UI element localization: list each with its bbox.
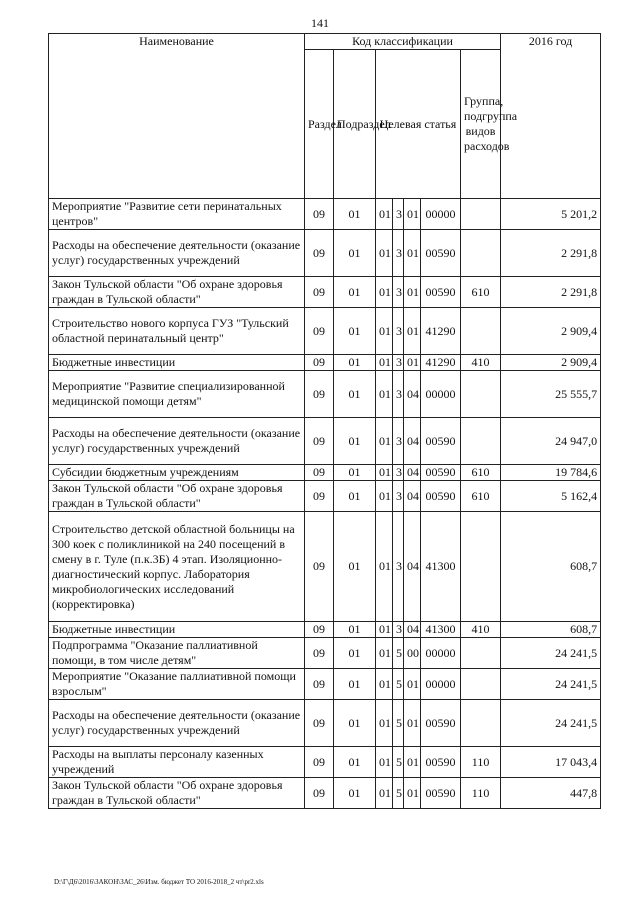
row-podrazdel: 01 [334, 622, 376, 638]
row-target-4: 00590 [421, 418, 461, 465]
row-podrazdel: 01 [334, 230, 376, 277]
row-amount: 447,8 [501, 778, 601, 809]
row-target-2: 3 [393, 230, 404, 277]
row-razdel: 09 [305, 277, 334, 308]
row-target-4: 00590 [421, 230, 461, 277]
row-target-4: 00590 [421, 700, 461, 747]
row-target-4: 00590 [421, 778, 461, 809]
table-row [49, 465, 601, 481]
row-name: Подпрограмма "Оказание паллиативной помощи, в том числе детям" [49, 638, 305, 669]
row-amount: 608,7 [501, 622, 601, 638]
row-target-4: 00590 [421, 481, 461, 512]
row-target-4: 00000 [421, 371, 461, 418]
row-target-4: 00590 [421, 747, 461, 778]
row-amount: 2 909,4 [501, 355, 601, 371]
row-expense-group: 110 [461, 778, 501, 809]
row-expense-group: 610 [461, 481, 501, 512]
row-amount: 19 784,6 [501, 465, 601, 481]
row-razdel: 09 [305, 747, 334, 778]
row-target-1: 01 [376, 230, 393, 277]
row-target-3: 04 [404, 481, 421, 512]
row-expense-group [461, 418, 501, 465]
row-podrazdel: 01 [334, 465, 376, 481]
row-target-1: 01 [376, 747, 393, 778]
header-razdel: Раздел [305, 50, 334, 199]
row-name: Расходы на выплаты персоналу казенных учреждений [49, 747, 305, 778]
row-target-4: 41290 [421, 355, 461, 371]
row-amount: 2 291,8 [501, 277, 601, 308]
row-name: Строительство детской областной больницы на 300 коек с поликлиникой на 240 посещений в смену в г. Туле (п.к.3Б) 4 этап. Изоляционно-диагностический корпус. Лаборатория микробиологических исследований (корректировка) [49, 512, 305, 622]
row-name: Мероприятие "Оказание паллиативной помощи взрослым" [49, 669, 305, 700]
row-expense-group: 610 [461, 277, 501, 308]
row-target-3: 01 [404, 778, 421, 809]
row-target-4: 41290 [421, 308, 461, 355]
table-row [49, 669, 601, 700]
row-target-3: 01 [404, 700, 421, 747]
table-row [49, 481, 601, 512]
row-target-3: 01 [404, 230, 421, 277]
header-year: 2016 год [501, 34, 601, 199]
table-body [49, 199, 601, 809]
row-razdel: 09 [305, 308, 334, 355]
row-target-4: 00590 [421, 465, 461, 481]
table-row [49, 622, 601, 638]
row-expense-group: 410 [461, 622, 501, 638]
header-name: Наименование [49, 34, 305, 199]
table-row [49, 512, 601, 622]
row-target-3: 04 [404, 418, 421, 465]
row-podrazdel: 01 [334, 747, 376, 778]
row-podrazdel: 01 [334, 371, 376, 418]
table-row [49, 371, 601, 418]
row-name: Бюджетные инвестиции [49, 355, 305, 371]
row-podrazdel: 01 [334, 418, 376, 465]
row-target-2: 5 [393, 638, 404, 669]
row-target-1: 01 [376, 355, 393, 371]
row-amount: 24 947,0 [501, 418, 601, 465]
row-amount: 2 291,8 [501, 230, 601, 277]
header-target-article: Целевая статья [376, 50, 461, 199]
row-target-2: 3 [393, 512, 404, 622]
row-target-1: 01 [376, 465, 393, 481]
row-target-4: 00590 [421, 277, 461, 308]
table-row [49, 747, 601, 778]
row-podrazdel: 01 [334, 778, 376, 809]
row-amount: 24 241,5 [501, 638, 601, 669]
row-target-2: 5 [393, 747, 404, 778]
row-target-1: 01 [376, 481, 393, 512]
row-razdel: 09 [305, 355, 334, 371]
row-name: Строительство нового корпуса ГУЗ "Тульский областной перинатальный центр" [49, 308, 305, 355]
row-podrazdel: 01 [334, 700, 376, 747]
row-target-2: 3 [393, 355, 404, 371]
row-name: Бюджетные инвестиции [49, 622, 305, 638]
table-row [49, 355, 601, 371]
row-expense-group [461, 230, 501, 277]
row-name: Закон Тульской области "Об охране здоровья граждан в Тульской области" [49, 778, 305, 809]
row-name: Мероприятие "Развитие сети перинатальных центров" [49, 199, 305, 230]
header-classification: Код классификации [305, 34, 501, 50]
row-target-3: 04 [404, 465, 421, 481]
row-target-4: 41300 [421, 512, 461, 622]
row-target-1: 01 [376, 308, 393, 355]
row-target-3: 01 [404, 669, 421, 700]
row-target-2: 3 [393, 418, 404, 465]
row-podrazdel: 01 [334, 512, 376, 622]
row-target-2: 3 [393, 308, 404, 355]
row-amount: 24 241,5 [501, 669, 601, 700]
row-target-1: 01 [376, 371, 393, 418]
row-target-1: 01 [376, 638, 393, 669]
row-razdel: 09 [305, 465, 334, 481]
row-razdel: 09 [305, 669, 334, 700]
table-row [49, 199, 601, 230]
row-target-3: 04 [404, 371, 421, 418]
row-razdel: 09 [305, 778, 334, 809]
row-expense-group: 110 [461, 747, 501, 778]
row-podrazdel: 01 [334, 638, 376, 669]
row-target-3: 01 [404, 277, 421, 308]
row-target-3: 04 [404, 622, 421, 638]
row-target-4: 00000 [421, 638, 461, 669]
row-target-4: 00000 [421, 199, 461, 230]
row-target-4: 00000 [421, 669, 461, 700]
row-target-3: 00 [404, 638, 421, 669]
row-expense-group [461, 308, 501, 355]
row-name: Расходы на обеспечение деятельности (оказание услуг) государственных учреждений [49, 418, 305, 465]
row-podrazdel: 01 [334, 481, 376, 512]
header-expense-group: Группа, подгруппа видов расходов [461, 50, 501, 199]
row-name: Субсидии бюджетным учреждениям [49, 465, 305, 481]
budget-table [48, 33, 601, 809]
row-podrazdel: 01 [334, 669, 376, 700]
row-amount: 24 241,5 [501, 700, 601, 747]
row-podrazdel: 01 [334, 199, 376, 230]
row-amount: 2 909,4 [501, 308, 601, 355]
row-razdel: 09 [305, 230, 334, 277]
table-row [49, 778, 601, 809]
row-name: Расходы на обеспечение деятельности (оказание услуг) государственных учреждений [49, 700, 305, 747]
row-razdel: 09 [305, 371, 334, 418]
row-expense-group [461, 638, 501, 669]
row-amount: 17 043,4 [501, 747, 601, 778]
row-razdel: 09 [305, 512, 334, 622]
row-expense-group [461, 700, 501, 747]
row-razdel: 09 [305, 481, 334, 512]
row-expense-group [461, 512, 501, 622]
table-row [49, 308, 601, 355]
row-expense-group [461, 199, 501, 230]
row-target-1: 01 [376, 669, 393, 700]
row-target-2: 3 [393, 465, 404, 481]
row-podrazdel: 01 [334, 277, 376, 308]
row-expense-group [461, 371, 501, 418]
row-target-1: 01 [376, 778, 393, 809]
row-target-1: 01 [376, 512, 393, 622]
row-target-3: 01 [404, 747, 421, 778]
row-target-3: 01 [404, 308, 421, 355]
row-target-2: 3 [393, 199, 404, 230]
row-target-2: 3 [393, 481, 404, 512]
row-amount: 25 555,7 [501, 371, 601, 418]
row-podrazdel: 01 [334, 308, 376, 355]
row-target-2: 5 [393, 700, 404, 747]
row-name: Мероприятие "Развитие специализированной медицинской помощи детям" [49, 371, 305, 418]
row-target-2: 3 [393, 277, 404, 308]
row-target-2: 3 [393, 622, 404, 638]
table-row [49, 638, 601, 669]
row-name: Закон Тульской области "Об охране здоровья граждан в Тульской области" [49, 277, 305, 308]
row-amount: 5 162,4 [501, 481, 601, 512]
table-row [49, 230, 601, 277]
row-target-1: 01 [376, 418, 393, 465]
row-name: Закон Тульской области "Об охране здоровья граждан в Тульской области" [49, 481, 305, 512]
row-razdel: 09 [305, 638, 334, 669]
row-razdel: 09 [305, 700, 334, 747]
table-row [49, 700, 601, 747]
row-razdel: 09 [305, 199, 334, 230]
row-razdel: 09 [305, 622, 334, 638]
row-target-3: 01 [404, 355, 421, 371]
row-razdel: 09 [305, 418, 334, 465]
row-target-2: 5 [393, 669, 404, 700]
row-name: Расходы на обеспечение деятельности (оказание услуг) государственных учреждений [49, 230, 305, 277]
row-podrazdel: 01 [334, 355, 376, 371]
row-target-3: 01 [404, 199, 421, 230]
row-amount: 608,7 [501, 512, 601, 622]
row-expense-group: 410 [461, 355, 501, 371]
table-row [49, 277, 601, 308]
page-number: 141 [311, 16, 329, 30]
row-expense-group: 610 [461, 465, 501, 481]
row-amount: 5 201,2 [501, 199, 601, 230]
row-target-1: 01 [376, 277, 393, 308]
row-target-1: 01 [376, 700, 393, 747]
header-podrazdel: Подраздел [334, 50, 376, 199]
row-target-3: 04 [404, 512, 421, 622]
row-expense-group [461, 669, 501, 700]
table-row [49, 418, 601, 465]
row-target-1: 01 [376, 199, 393, 230]
row-target-2: 3 [393, 371, 404, 418]
row-target-2: 5 [393, 778, 404, 809]
row-target-4: 41300 [421, 622, 461, 638]
file-path-footer: D:\Г\Д6\2016\ЗАКОН\ЗАС_26\Изм. бюджет ТО 2016-2018_2 чт\pr2.xls [54, 878, 264, 886]
row-target-1: 01 [376, 622, 393, 638]
